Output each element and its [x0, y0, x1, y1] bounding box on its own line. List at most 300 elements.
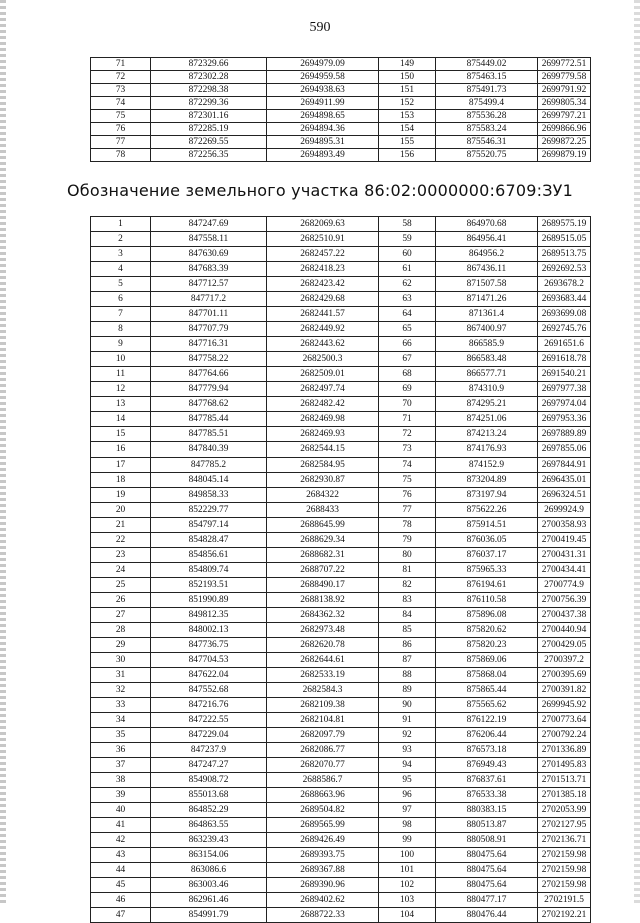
point-number-cell: 67: [379, 352, 436, 367]
x-coordinate-cell: 875463.15: [436, 71, 538, 84]
x-coordinate-cell: 847840.39: [151, 442, 267, 457]
table-row: [91, 607, 591, 622]
y-coordinate-cell: 2688138.92: [267, 592, 379, 607]
y-coordinate-cell: 2689575.19: [538, 217, 591, 232]
point-number-cell: 33: [91, 698, 151, 713]
y-coordinate-cell: 2702127.95: [538, 818, 591, 833]
y-coordinate-cell: 2697974.04: [538, 397, 591, 412]
y-coordinate-cell: 2699797.21: [538, 110, 591, 123]
x-coordinate-cell: 872256.35: [151, 149, 267, 162]
point-number-cell: 23: [91, 547, 151, 562]
x-coordinate-cell: 848045.14: [151, 472, 267, 487]
y-coordinate-cell: 2700434.41: [538, 562, 591, 577]
x-coordinate-cell: 875965.33: [436, 562, 538, 577]
x-coordinate-cell: 855013.68: [151, 788, 267, 803]
y-coordinate-cell: 2702159.98: [538, 848, 591, 863]
x-coordinate-cell: 874213.24: [436, 427, 538, 442]
y-coordinate-cell: 2694979.09: [267, 58, 379, 71]
point-number-cell: 78: [91, 149, 151, 162]
point-number-cell: 41: [91, 818, 151, 833]
y-coordinate-cell: 2688722.33: [267, 908, 379, 923]
y-coordinate-cell: 2694894.36: [267, 123, 379, 136]
x-coordinate-cell: 876533.38: [436, 788, 538, 803]
x-coordinate-cell: 854809.74: [151, 562, 267, 577]
point-number-cell: 12: [91, 382, 151, 397]
point-number-cell: 9: [91, 337, 151, 352]
table-row: [91, 110, 591, 123]
x-coordinate-cell: 875868.04: [436, 667, 538, 682]
x-coordinate-cell: 875536.28: [436, 110, 538, 123]
point-number-cell: 15: [91, 427, 151, 442]
y-coordinate-cell: 2682497.74: [267, 382, 379, 397]
point-number-cell: 1: [91, 217, 151, 232]
table-row: [91, 743, 591, 758]
point-number-cell: 6: [91, 292, 151, 307]
table-row: [91, 818, 591, 833]
y-coordinate-cell: 2682069.63: [267, 217, 379, 232]
table-row: [91, 547, 591, 562]
point-number-cell: 80: [379, 547, 436, 562]
y-coordinate-cell: 2682973.48: [267, 622, 379, 637]
table-row: [91, 758, 591, 773]
x-coordinate-cell: 875896.08: [436, 607, 538, 622]
table-row: [91, 352, 591, 367]
point-number-cell: 152: [379, 97, 436, 110]
y-coordinate-cell: 2682418.23: [267, 262, 379, 277]
x-coordinate-cell: 875914.51: [436, 517, 538, 532]
y-coordinate-cell: 2688433: [267, 502, 379, 517]
table-row: [91, 728, 591, 743]
y-coordinate-cell: 2682509.01: [267, 367, 379, 382]
point-number-cell: 73: [379, 442, 436, 457]
x-coordinate-cell: 852193.51: [151, 577, 267, 592]
x-coordinate-cell: 876037.17: [436, 547, 538, 562]
x-coordinate-cell: 871471.26: [436, 292, 538, 307]
y-coordinate-cell: 2700397.2: [538, 652, 591, 667]
x-coordinate-cell: 875820.62: [436, 622, 538, 637]
x-coordinate-cell: 847229.04: [151, 728, 267, 743]
point-number-cell: 4: [91, 262, 151, 277]
x-coordinate-cell: 866585.9: [436, 337, 538, 352]
point-number-cell: 87: [379, 652, 436, 667]
table-row: [91, 517, 591, 532]
page-number: 590: [309, 20, 331, 35]
y-coordinate-cell: 2688682.31: [267, 547, 379, 562]
x-coordinate-cell: 880475.64: [436, 863, 538, 878]
x-coordinate-cell: 847216.76: [151, 698, 267, 713]
x-coordinate-cell: 847237.9: [151, 743, 267, 758]
point-number-cell: 76: [91, 123, 151, 136]
point-number-cell: 75: [379, 472, 436, 487]
point-number-cell: 93: [379, 743, 436, 758]
point-number-cell: 69: [379, 382, 436, 397]
point-number-cell: 25: [91, 577, 151, 592]
table-row: [91, 97, 591, 110]
y-coordinate-cell: 2699872.25: [538, 136, 591, 149]
x-coordinate-cell: 863154.06: [151, 848, 267, 863]
x-coordinate-cell: 880475.64: [436, 848, 538, 863]
x-coordinate-cell: 875449.02: [436, 58, 538, 71]
point-number-cell: 68: [379, 367, 436, 382]
y-coordinate-cell: 2700358.93: [538, 517, 591, 532]
point-number-cell: 31: [91, 667, 151, 682]
coordinates-table-continued: [90, 57, 591, 162]
y-coordinate-cell: 2699879.19: [538, 149, 591, 162]
y-coordinate-cell: 2682423.42: [267, 277, 379, 292]
table-row: [91, 698, 591, 713]
point-number-cell: 72: [91, 71, 151, 84]
x-coordinate-cell: 875565.62: [436, 698, 538, 713]
point-number-cell: 28: [91, 622, 151, 637]
table-row: [91, 893, 591, 908]
x-coordinate-cell: 847704.53: [151, 652, 267, 667]
y-coordinate-cell: 2697844.91: [538, 457, 591, 472]
y-coordinate-cell: 2688629.34: [267, 532, 379, 547]
y-coordinate-cell: 2682441.57: [267, 307, 379, 322]
point-number-cell: 38: [91, 773, 151, 788]
table-row: [91, 863, 591, 878]
x-coordinate-cell: 863086.6: [151, 863, 267, 878]
table-row: [91, 878, 591, 893]
table-row: [91, 848, 591, 863]
point-number-cell: 155: [379, 136, 436, 149]
x-coordinate-cell: 876573.18: [436, 743, 538, 758]
y-coordinate-cell: 2688586.7: [267, 773, 379, 788]
point-number-cell: 5: [91, 277, 151, 292]
point-number-cell: 77: [379, 502, 436, 517]
x-coordinate-cell: 875622.26: [436, 502, 538, 517]
y-coordinate-cell: 2699791.92: [538, 84, 591, 97]
point-number-cell: 98: [379, 818, 436, 833]
table-row: [91, 71, 591, 84]
point-number-cell: 91: [379, 713, 436, 728]
point-number-cell: 82: [379, 577, 436, 592]
x-coordinate-cell: 847712.57: [151, 277, 267, 292]
coordinates-table-parcel: [90, 216, 591, 923]
point-number-cell: 92: [379, 728, 436, 743]
y-coordinate-cell: 2689565.99: [267, 818, 379, 833]
y-coordinate-cell: 2699779.58: [538, 71, 591, 84]
point-number-cell: 24: [91, 562, 151, 577]
y-coordinate-cell: 2682457.22: [267, 247, 379, 262]
point-number-cell: 2: [91, 232, 151, 247]
x-coordinate-cell: 864970.68: [436, 217, 538, 232]
x-coordinate-cell: 867436.11: [436, 262, 538, 277]
point-number-cell: 3: [91, 247, 151, 262]
table-row: [91, 487, 591, 502]
point-number-cell: 35: [91, 728, 151, 743]
table-row: [91, 262, 591, 277]
x-coordinate-cell: 864956.2: [436, 247, 538, 262]
table-row: [91, 562, 591, 577]
table-row: [91, 667, 591, 682]
point-number-cell: 72: [379, 427, 436, 442]
y-coordinate-cell: 2682086.77: [267, 743, 379, 758]
x-coordinate-cell: 875869.06: [436, 652, 538, 667]
x-coordinate-cell: 847707.79: [151, 322, 267, 337]
y-coordinate-cell: 2694938.63: [267, 84, 379, 97]
x-coordinate-cell: 847683.39: [151, 262, 267, 277]
x-coordinate-cell: 875820.23: [436, 637, 538, 652]
point-number-cell: 154: [379, 123, 436, 136]
point-number-cell: 94: [379, 758, 436, 773]
x-coordinate-cell: 864863.55: [151, 818, 267, 833]
y-coordinate-cell: 2682510.91: [267, 232, 379, 247]
y-coordinate-cell: 2700437.38: [538, 607, 591, 622]
y-coordinate-cell: 2700419.45: [538, 532, 591, 547]
y-coordinate-cell: 2688663.96: [267, 788, 379, 803]
x-coordinate-cell: 876110.58: [436, 592, 538, 607]
point-number-cell: 46: [91, 893, 151, 908]
point-number-cell: 95: [379, 773, 436, 788]
table-row: [91, 397, 591, 412]
y-coordinate-cell: 2694911.99: [267, 97, 379, 110]
y-coordinate-cell: 2689402.62: [267, 893, 379, 908]
table-row: [91, 217, 591, 232]
x-coordinate-cell: 852229.77: [151, 502, 267, 517]
y-coordinate-cell: 2700773.64: [538, 713, 591, 728]
x-coordinate-cell: 876949.43: [436, 758, 538, 773]
x-coordinate-cell: 847785.2: [151, 457, 267, 472]
y-coordinate-cell: 2697953.36: [538, 412, 591, 427]
table-row: [91, 472, 591, 487]
point-number-cell: 17: [91, 457, 151, 472]
x-coordinate-cell: 871507.58: [436, 277, 538, 292]
y-coordinate-cell: 2691540.21: [538, 367, 591, 382]
point-number-cell: 156: [379, 149, 436, 162]
point-number-cell: 26: [91, 592, 151, 607]
y-coordinate-cell: 2693678.2: [538, 277, 591, 292]
x-coordinate-cell: 880383.15: [436, 803, 538, 818]
point-number-cell: 20: [91, 502, 151, 517]
point-number-cell: 100: [379, 848, 436, 863]
table-row: [91, 427, 591, 442]
y-coordinate-cell: 2694898.65: [267, 110, 379, 123]
x-coordinate-cell: 854856.61: [151, 547, 267, 562]
table-row: [91, 58, 591, 71]
x-coordinate-cell: 847558.11: [151, 232, 267, 247]
x-coordinate-cell: 875491.73: [436, 84, 538, 97]
y-coordinate-cell: 2701336.89: [538, 743, 591, 758]
y-coordinate-cell: 2682097.79: [267, 728, 379, 743]
x-coordinate-cell: 847764.66: [151, 367, 267, 382]
y-coordinate-cell: 2684322: [267, 487, 379, 502]
x-coordinate-cell: 876206.44: [436, 728, 538, 743]
point-number-cell: 101: [379, 863, 436, 878]
table-row: [91, 592, 591, 607]
x-coordinate-cell: 875520.75: [436, 149, 538, 162]
y-coordinate-cell: 2689504.82: [267, 803, 379, 818]
y-coordinate-cell: 2692745.76: [538, 322, 591, 337]
y-coordinate-cell: 2692692.53: [538, 262, 591, 277]
table-row: [91, 382, 591, 397]
y-coordinate-cell: 2697855.06: [538, 442, 591, 457]
x-coordinate-cell: 875499.4: [436, 97, 538, 110]
y-coordinate-cell: 2702191.5: [538, 893, 591, 908]
table-row: [91, 908, 591, 923]
x-coordinate-cell: 876194.61: [436, 577, 538, 592]
point-number-cell: 34: [91, 713, 151, 728]
point-number-cell: 73: [91, 84, 151, 97]
y-coordinate-cell: 2700774.9: [538, 577, 591, 592]
y-coordinate-cell: 2702192.21: [538, 908, 591, 923]
y-coordinate-cell: 2700429.05: [538, 637, 591, 652]
point-number-cell: 47: [91, 908, 151, 923]
point-number-cell: 102: [379, 878, 436, 893]
y-coordinate-cell: 2682533.19: [267, 667, 379, 682]
point-number-cell: 39: [91, 788, 151, 803]
x-coordinate-cell: 872298.38: [151, 84, 267, 97]
x-coordinate-cell: 874152.9: [436, 457, 538, 472]
x-coordinate-cell: 862961.46: [151, 893, 267, 908]
y-coordinate-cell: 2682449.92: [267, 322, 379, 337]
x-coordinate-cell: 880475.64: [436, 878, 538, 893]
y-coordinate-cell: 2682104.81: [267, 713, 379, 728]
y-coordinate-cell: 2702136.71: [538, 833, 591, 848]
point-number-cell: 85: [379, 622, 436, 637]
y-coordinate-cell: 2689426.49: [267, 833, 379, 848]
y-coordinate-cell: 2688707.22: [267, 562, 379, 577]
y-coordinate-cell: 2694959.58: [267, 71, 379, 84]
point-number-cell: 103: [379, 893, 436, 908]
x-coordinate-cell: 874295.21: [436, 397, 538, 412]
x-coordinate-cell: 854991.79: [151, 908, 267, 923]
x-coordinate-cell: 872302.28: [151, 71, 267, 84]
coordinates-table-body: [91, 58, 591, 162]
x-coordinate-cell: 854908.72: [151, 773, 267, 788]
point-number-cell: 63: [379, 292, 436, 307]
point-number-cell: 43: [91, 848, 151, 863]
x-coordinate-cell: 880476.44: [436, 908, 538, 923]
scan-edge-right: [634, 0, 640, 905]
point-number-cell: 13: [91, 397, 151, 412]
point-number-cell: 86: [379, 637, 436, 652]
y-coordinate-cell: 2691618.78: [538, 352, 591, 367]
y-coordinate-cell: 2700431.31: [538, 547, 591, 562]
point-number-cell: 58: [379, 217, 436, 232]
point-number-cell: 90: [379, 698, 436, 713]
point-number-cell: 19: [91, 487, 151, 502]
table-row: [91, 788, 591, 803]
y-coordinate-cell: 2682500.3: [267, 352, 379, 367]
y-coordinate-cell: 2693683.44: [538, 292, 591, 307]
coordinates-table-body: [91, 217, 591, 923]
x-coordinate-cell: 880513.87: [436, 818, 538, 833]
y-coordinate-cell: 2701495.83: [538, 758, 591, 773]
table-row: [91, 637, 591, 652]
point-number-cell: 40: [91, 803, 151, 818]
point-number-cell: 153: [379, 110, 436, 123]
point-number-cell: 29: [91, 637, 151, 652]
table-row: [91, 322, 591, 337]
point-number-cell: 151: [379, 84, 436, 97]
parcel-heading: Обозначение земельного участка 86:02:0000000:6709:ЗУ1: [66, 181, 573, 200]
table-row: [91, 149, 591, 162]
point-number-cell: 71: [379, 412, 436, 427]
point-number-cell: 44: [91, 863, 151, 878]
point-number-cell: 32: [91, 682, 151, 697]
table-row: [91, 412, 591, 427]
y-coordinate-cell: 2693699.08: [538, 307, 591, 322]
x-coordinate-cell: 880508.91: [436, 833, 538, 848]
point-number-cell: 66: [379, 337, 436, 352]
point-number-cell: 22: [91, 532, 151, 547]
point-number-cell: 36: [91, 743, 151, 758]
x-coordinate-cell: 847758.22: [151, 352, 267, 367]
y-coordinate-cell: 2700756.39: [538, 592, 591, 607]
x-coordinate-cell: 863003.46: [151, 878, 267, 893]
x-coordinate-cell: 880477.17: [436, 893, 538, 908]
point-number-cell: 74: [91, 97, 151, 110]
y-coordinate-cell: 2694893.49: [267, 149, 379, 162]
point-number-cell: 99: [379, 833, 436, 848]
table-row: [91, 337, 591, 352]
y-coordinate-cell: 2682930.87: [267, 472, 379, 487]
x-coordinate-cell: 847785.44: [151, 412, 267, 427]
table-row: [91, 277, 591, 292]
table-row: [91, 457, 591, 472]
point-number-cell: 84: [379, 607, 436, 622]
x-coordinate-cell: 872269.55: [151, 136, 267, 149]
y-coordinate-cell: 2682620.78: [267, 637, 379, 652]
point-number-cell: 61: [379, 262, 436, 277]
y-coordinate-cell: 2682109.38: [267, 698, 379, 713]
y-coordinate-cell: 2689513.75: [538, 247, 591, 262]
point-number-cell: 76: [379, 487, 436, 502]
point-number-cell: 97: [379, 803, 436, 818]
table-row: [91, 803, 591, 818]
y-coordinate-cell: 2697889.89: [538, 427, 591, 442]
point-number-cell: 30: [91, 652, 151, 667]
x-coordinate-cell: 876837.61: [436, 773, 538, 788]
table-row: [91, 713, 591, 728]
x-coordinate-cell: 849858.33: [151, 487, 267, 502]
x-coordinate-cell: 847768.62: [151, 397, 267, 412]
point-number-cell: 42: [91, 833, 151, 848]
point-number-cell: 74: [379, 457, 436, 472]
point-number-cell: 18: [91, 472, 151, 487]
table-row: [91, 247, 591, 262]
y-coordinate-cell: 2696435.01: [538, 472, 591, 487]
point-number-cell: 62: [379, 277, 436, 292]
x-coordinate-cell: 875583.24: [436, 123, 538, 136]
point-number-cell: 88: [379, 667, 436, 682]
x-coordinate-cell: 847717.2: [151, 292, 267, 307]
x-coordinate-cell: 847222.55: [151, 713, 267, 728]
table-row: [91, 292, 591, 307]
point-number-cell: 150: [379, 71, 436, 84]
y-coordinate-cell: 2682443.62: [267, 337, 379, 352]
point-number-cell: 8: [91, 322, 151, 337]
y-coordinate-cell: 2682429.68: [267, 292, 379, 307]
table-row: [91, 532, 591, 547]
y-coordinate-cell: 2700391.82: [538, 682, 591, 697]
x-coordinate-cell: 873197.94: [436, 487, 538, 502]
point-number-cell: 21: [91, 517, 151, 532]
x-coordinate-cell: 876122.19: [436, 713, 538, 728]
x-coordinate-cell: 874176.93: [436, 442, 538, 457]
x-coordinate-cell: 875865.44: [436, 682, 538, 697]
point-number-cell: 70: [379, 397, 436, 412]
y-coordinate-cell: 2702159.98: [538, 863, 591, 878]
y-coordinate-cell: 2699772.51: [538, 58, 591, 71]
y-coordinate-cell: 2701513.71: [538, 773, 591, 788]
x-coordinate-cell: 872329.66: [151, 58, 267, 71]
y-coordinate-cell: 2682644.61: [267, 652, 379, 667]
point-number-cell: 77: [91, 136, 151, 149]
table-row: [91, 442, 591, 457]
x-coordinate-cell: 851990.89: [151, 592, 267, 607]
